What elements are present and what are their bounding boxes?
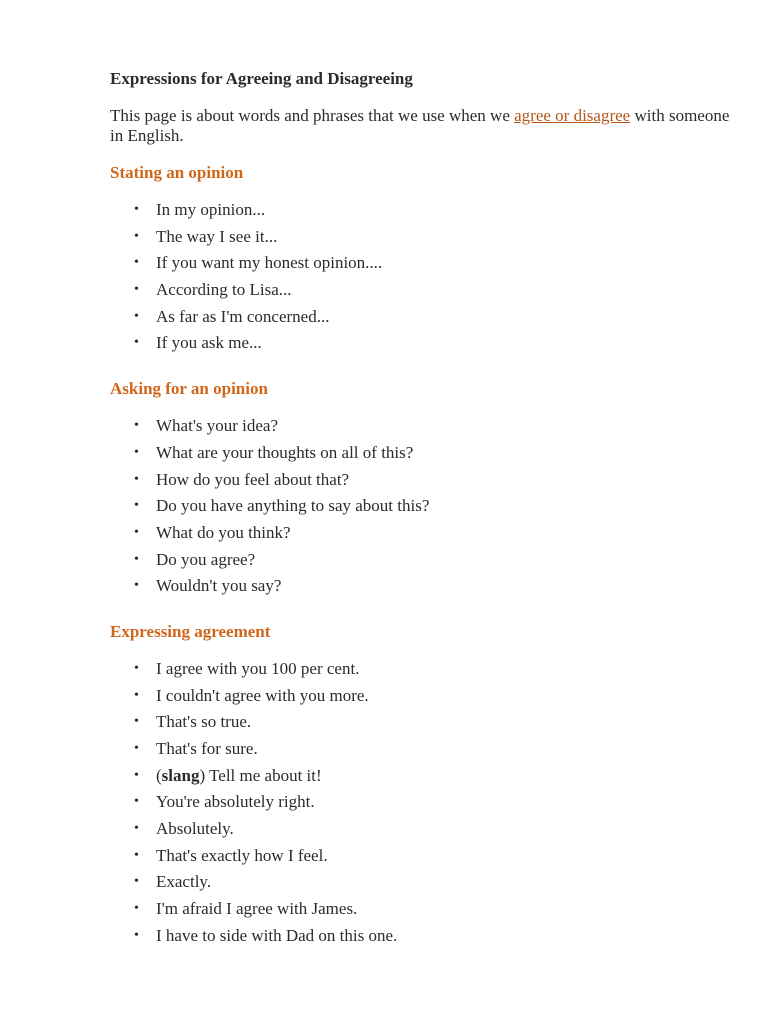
- bullet-icon: •: [134, 498, 139, 514]
- stating-opinion-list: [110, 200, 730, 360]
- list-item-text: Exactly.: [156, 872, 212, 892]
- list-item-text: I agree with you 100 per cent.: [156, 658, 360, 678]
- section-heading-asking-opinion: Asking for an opinion: [110, 379, 268, 399]
- list-item: [110, 496, 730, 523]
- list-item-text: That's so true.: [156, 712, 252, 732]
- list-item: [110, 200, 730, 227]
- section-heading-expressing-agreement: Expressing agreement: [110, 621, 271, 641]
- list-item-text: That's for sure.: [156, 739, 258, 758]
- list-item: [110, 846, 730, 873]
- list-item: [110, 470, 730, 497]
- bullet-icon: •: [134, 847, 139, 863]
- list-item: [110, 333, 730, 360]
- agree-or-disagree-link[interactable]: agree or disagree: [514, 106, 631, 125]
- bullet-icon: •: [134, 228, 139, 244]
- bullet-icon: •: [134, 202, 139, 217]
- list-item-text: If you want my honest opinion....: [156, 253, 383, 273]
- list-item-text: I couldn't agree with you more.: [156, 685, 369, 705]
- list-item: [110, 819, 730, 846]
- list-item-text: What are your thoughts on all of this?: [156, 442, 414, 462]
- bullet-icon: •: [134, 821, 139, 837]
- list-item-text: That's exactly how I feel.: [156, 845, 328, 865]
- expressing-agreement-list: [110, 659, 730, 953]
- document: [110, 68, 730, 953]
- bullet-icon: •: [134, 901, 139, 917]
- bullet-icon: •: [134, 794, 139, 810]
- list-item: [110, 766, 730, 793]
- list-item: [110, 926, 730, 953]
- list-item: [110, 550, 730, 577]
- intro-text-before: This page is about words and phrases that we use when we: [110, 106, 515, 125]
- bullet-icon: •: [134, 578, 139, 594]
- bullet-icon: •: [134, 471, 139, 487]
- list-item: [110, 659, 730, 686]
- slang-label: slang: [161, 765, 200, 785]
- list-item-text: I'm afraid I agree with James.: [156, 899, 358, 919]
- bullet-icon: •: [134, 874, 139, 890]
- bullet-icon: •: [134, 687, 139, 703]
- list-item-text: I have to side with Dad on this one.: [156, 925, 398, 945]
- list-item-text: Wouldn't you say?: [156, 576, 282, 596]
- list-item: [110, 686, 730, 713]
- list-item-text: You're absolutely right.: [156, 792, 315, 812]
- page-title: Expressions for Agreeing and Disagreeing: [110, 69, 413, 88]
- list-item-text: According to Lisa...: [156, 280, 292, 300]
- list-item-text: In my opinion...: [156, 200, 266, 219]
- list-item-text: The way I see it...: [156, 226, 278, 246]
- list-item: [110, 523, 730, 550]
- list-item: [110, 792, 730, 819]
- list-item: [110, 253, 730, 280]
- bullet-icon: •: [134, 551, 139, 567]
- list-item: [110, 443, 730, 470]
- bullet-icon: •: [134, 714, 139, 730]
- bullet-icon: •: [134, 524, 139, 540]
- bullet-icon: •: [134, 444, 139, 460]
- list-item: [110, 872, 730, 899]
- bullet-icon: •: [134, 335, 139, 351]
- list-item-text: Absolutely.: [156, 819, 234, 839]
- bullet-icon: •: [134, 927, 139, 943]
- list-item-text: If you ask me...: [156, 333, 262, 353]
- asking-opinion-list: [110, 416, 730, 603]
- list-item: [110, 307, 730, 334]
- section-heading-stating-opinion: Stating an opinion: [110, 163, 244, 182]
- bullet-icon: •: [134, 255, 139, 271]
- bullet-icon: •: [134, 282, 139, 298]
- intro-text-after: with someone in English.: [110, 106, 730, 145]
- list-item: [110, 576, 730, 603]
- list-item-text-rest: ) Tell me about it!: [199, 765, 322, 785]
- list-item: [110, 280, 730, 307]
- list-item-text: Do you have anything to say about this?: [156, 496, 430, 516]
- list-item-text: What's your idea?: [156, 416, 279, 436]
- bullet-icon: •: [134, 308, 139, 324]
- bullet-icon: •: [134, 418, 139, 434]
- list-item-text: Do you agree?: [156, 549, 256, 569]
- list-item: [110, 416, 730, 443]
- intro-paragraph: [110, 106, 730, 146]
- bullet-icon: •: [134, 741, 139, 756]
- list-item: [110, 899, 730, 926]
- list-item: [110, 739, 730, 766]
- list-item-text-open: (: [156, 765, 162, 785]
- list-item: [110, 227, 730, 254]
- list-item: [110, 712, 730, 739]
- bullet-icon: •: [134, 660, 139, 676]
- list-item-text: As far as I'm concerned...: [156, 306, 330, 326]
- list-item-text: How do you feel about that?: [156, 469, 350, 489]
- list-item-text: What do you think?: [156, 522, 291, 542]
- bullet-icon: •: [134, 767, 139, 783]
